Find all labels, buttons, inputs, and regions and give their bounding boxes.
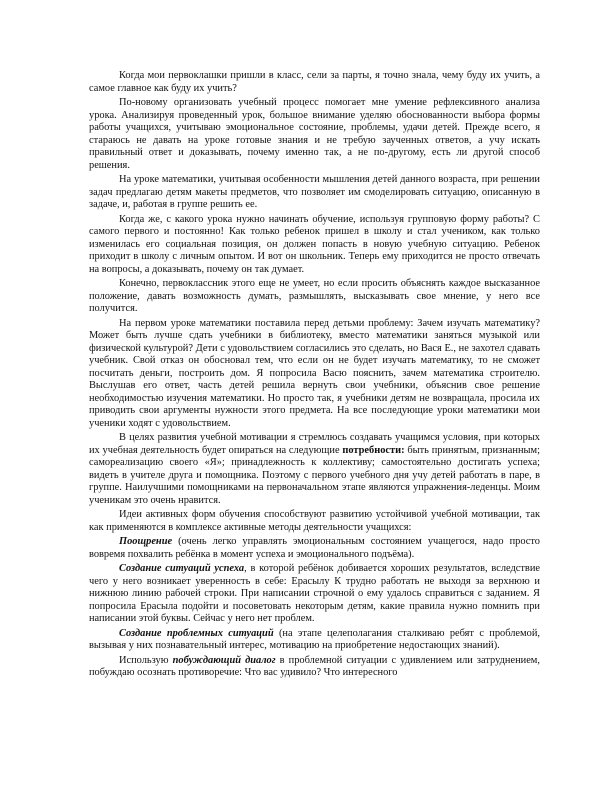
paragraph-motivation: [89, 432, 540, 507]
success-term: Создание ситуаций успеха: [119, 563, 245, 574]
dialogue-lead: Использую: [119, 654, 173, 666]
motivation-lead: В целях развития учебной мотивации я стремлюсь создавать учащимся условия, при которых их учебная деятельность будет опираться на следующие: [89, 432, 540, 456]
paragraph-success-situations: [89, 563, 540, 626]
paragraph-problem-situations: [89, 628, 540, 653]
problem-term: Создание проблемных ситуаций: [119, 627, 274, 639]
paragraph-first-grader: Конечно, первоклассник этого еще не умеет, но если просить объяснять каждое высказанное положение, давать возможность думать, размышлять, высказывать свое мнение, у него все получится.: [89, 278, 540, 314]
paragraph-group-work: Когда же, с какого урока нужно начинать обучение, используя групповую форму работы? С самого первого и постоянно! Как только ребенок пришел в школу и стал учеником, как только изменилась его социальная позиция, он должен попасть в новую учебную ситуацию. Ребенок приходит в школу с личным опытом. И вот он школьник. Теперь ему приходится не просто отвечать на вопросы, а доказывать, почему он так думает.: [89, 213, 540, 275]
paragraph-first-math-lesson: На первом уроке математики поставила перед детьми проблему: Зачем изучать математику? Может быть лучше сдать учебники в библиотеку, вместо математики заняться музыкой или физической культурой? Дети с удовольствием согласились это сделать, но Вася Е., не захотел сдавать учебник. Свой отказ он обосновал тем, что если он не будет изучать математику, то не сможет посчитать деньги, построить дом. Я попросила Васю пояснить, зачем математика строителю. Выслушав его ответ, часть детей решила вернуть свои учебники, объяснив свое решение необходимостью изучения математики. Но просто так, я учебники детям не возвращала, просила их приводить свои аргументы нужности этого предмета. На все последующие уроки математики мои ученики ходят с удовольствием.: [89, 317, 540, 429]
problem-text: (на этапе целеполагания сталкиваю ребят с проблемой, вызывая у них познавательный интерес, мотивацию на приобретение недостающих знаний).: [89, 627, 540, 651]
encouragement-text: (очень легко управлять эмоциональным состоянием учащегося, надо просто вовремя похвалить ребёнка в момент успеха и эмоционального подъёма).: [89, 536, 540, 560]
paragraph-dialogue: [89, 655, 540, 680]
paragraph-active-forms: Идеи активных форм обучения способствуют развитию устойчивой учебной мотивации, так как применяются в комплексе активные методы деятельности учащихся:: [89, 509, 540, 533]
encouragement-term: Поощрение: [119, 536, 173, 547]
motivation-rest: быть принятым, признанным; самореализацию своего «Я»; принадлежность к коллективу; самостоятельно достигать успеха; видеть в учителе друга и помощника. Поэтому с первого учебного дня учу детей работать в паре, в группе. Наилучшими помощниками на первоначальном этапе являются упражнения-леденцы. Моим ученикам это очень нравится.: [89, 444, 540, 506]
paragraph-reflexive-analysis: По-новому организовать учебный процесс помогает мне умение рефлексивного анализа урока. Анализируя проведенный урок, большое внимание уделяю обоснованности выбора формы работы учащихся, учитываю эмоциональное состояние, проблемы, удачи детей. Прежде всего, я стараюсь не давать на уроке готовые знания и не требую заученных ответов, а учу искать правильный ответ и доказывать, почему именно так, а не по-другому, есть ли другой способ решения.: [89, 97, 540, 171]
paragraph-intro: Когда мои первоклашки пришли в класс, сели за парты, я точно знала, чему буду их учить, а самое главное как буду их учить?: [89, 70, 540, 94]
dialogue-text: в проблемной ситуации с удивлением или затруднением, побуждаю осознать противоречие: Что вас удивило? Что интересного: [89, 654, 540, 678]
needs-term: потребности:: [342, 444, 405, 456]
paragraph-math-models: На уроке математики, учитывая особенности мышления детей данного возраста, при решении задач предлагаю детям макеты предметов, что позволяет им смоделировать ситуацию, описанную в задаче, и, работая в группе решить ее.: [89, 174, 540, 210]
dialogue-term: побуждающий диалог: [172, 654, 276, 666]
success-text: , в которой ребёнок добивается хороших результатов, вследствие чего у него возникает уверенность в себе: Ерасылу К трудно работать не выходя за верхнюю и нижнюю линию рабочей строки. При написании строчной о ему удалось справиться с заданием. Я попросила Ерасыла подойти и посоветовать некоторым детям, какие правила нужно помнить при написании этой буквы. Сейчас у него нет проблем.: [89, 563, 540, 624]
paragraph-encouragement: [89, 536, 540, 561]
